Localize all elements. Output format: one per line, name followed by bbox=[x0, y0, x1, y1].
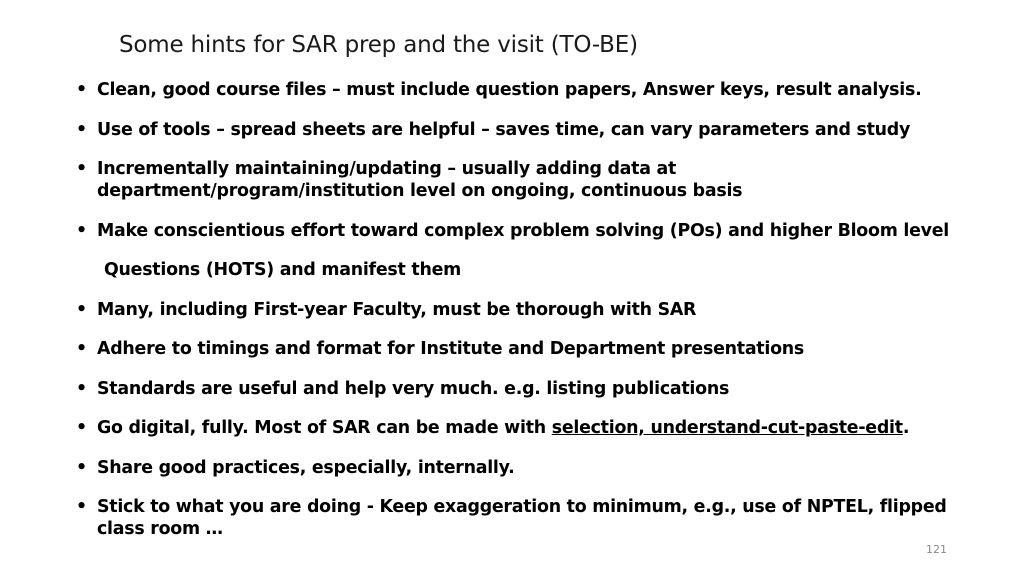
bullet-list bbox=[76, 79, 956, 558]
bullet-text: Share good practices, especially, internally. bbox=[97, 457, 515, 478]
bullet-text: Incrementally maintaining/updating – usually adding data at department/program/institution level on ongoing, continuous basis bbox=[97, 159, 743, 201]
bullet-text: Make conscientious effort toward complex problem solving (POs) and higher Bloom level bbox=[97, 220, 949, 241]
bullet-text: Use of tools – spread sheets are helpful – saves time, can vary parameters and study bbox=[97, 119, 911, 140]
bullet-continuation bbox=[76, 259, 956, 281]
bullet-text: Stick to what you are doing - Keep exaggeration to minimum, e.g., use of NPTEL, flipped class room … bbox=[97, 497, 947, 539]
bullet-text: Standards are useful and help very much. e.g. listing publications bbox=[97, 378, 730, 399]
bullet-text: Adhere to timings and format for Institute and Department presentations bbox=[97, 339, 805, 359]
page-number: 121 bbox=[926, 543, 947, 556]
bullet-text: Questions (HOTS) and manifest them bbox=[104, 260, 462, 280]
bullet-text-before: Go digital, fully. Most of SAR can be made with bbox=[97, 418, 552, 438]
bullet-dot: • bbox=[76, 119, 87, 140]
bullet-item bbox=[76, 496, 956, 540]
bullet-dot: • bbox=[76, 457, 87, 478]
bullet-dot: • bbox=[76, 418, 87, 438]
bullet-dot: • bbox=[76, 497, 87, 517]
bullet-item bbox=[76, 119, 956, 141]
bullet-item bbox=[76, 299, 956, 321]
bullet-dot: • bbox=[76, 299, 87, 320]
bullet-text-underlined: selection, understand-cut-paste-edit bbox=[551, 418, 903, 438]
bullet-item bbox=[76, 378, 956, 400]
bullet-text-after: . bbox=[902, 418, 910, 438]
bullet-dot: • bbox=[76, 220, 87, 241]
slide-title: Some hints for SAR prep and the visit (TO-BE) bbox=[119, 32, 638, 58]
bullet-dot: • bbox=[76, 339, 87, 359]
bullet-text: Clean, good course files – must include question papers, Answer keys, result analysis. bbox=[97, 80, 922, 100]
bullet-dot: • bbox=[76, 378, 87, 399]
bullet-item bbox=[76, 457, 956, 479]
bullet-item bbox=[76, 220, 956, 242]
bullet-item bbox=[76, 417, 956, 439]
bullet-text: Many, including First-year Faculty, must be thorough with SAR bbox=[97, 299, 697, 320]
bullet-item bbox=[76, 338, 956, 360]
bullet-dot: • bbox=[76, 80, 87, 100]
bullet-item bbox=[76, 158, 956, 202]
bullet-item bbox=[76, 79, 956, 101]
bullet-dot: • bbox=[76, 159, 87, 179]
